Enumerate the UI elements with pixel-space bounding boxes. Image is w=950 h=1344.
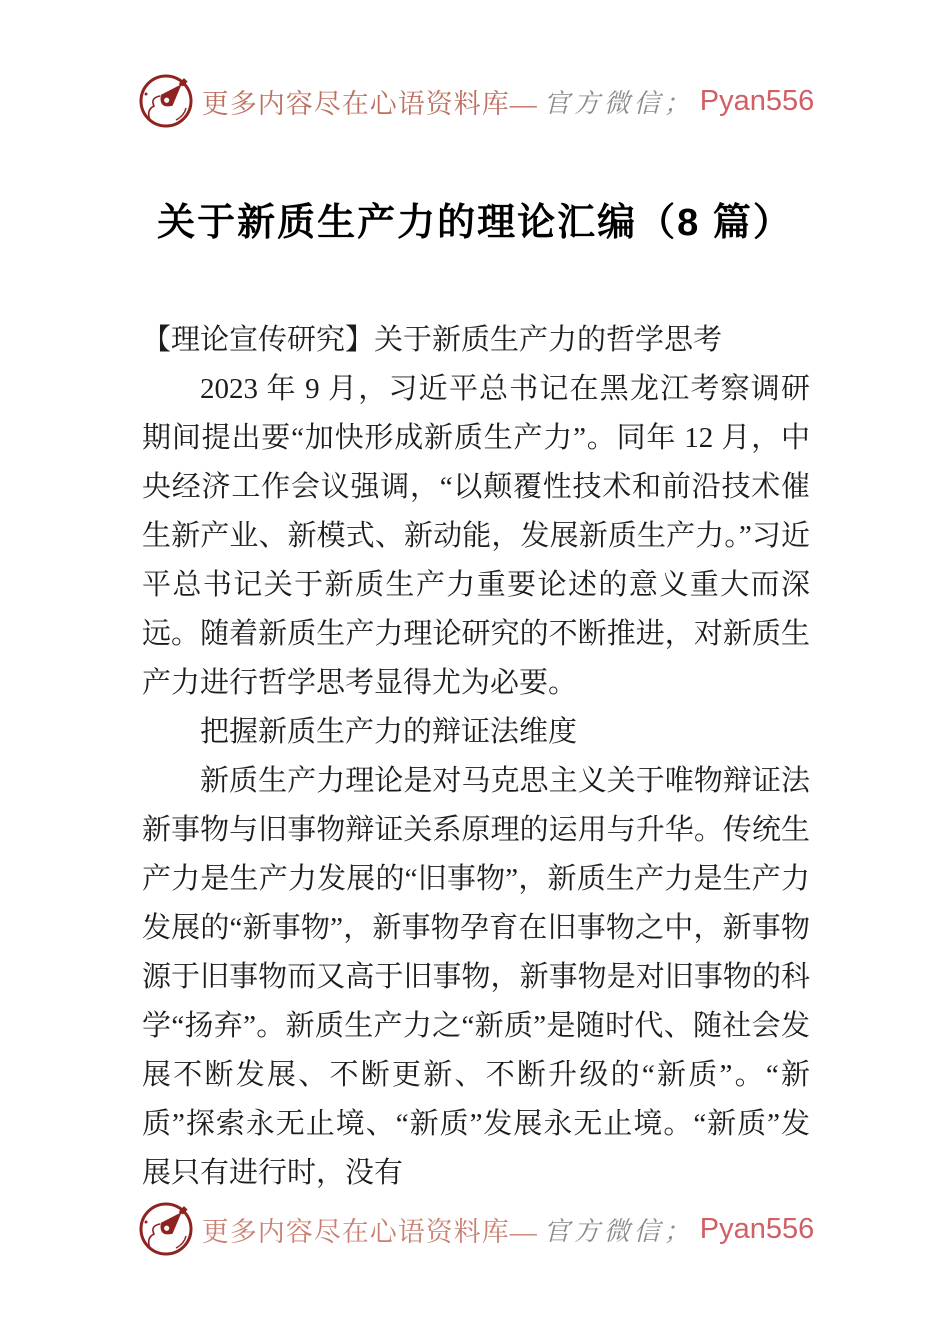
wechat-label: 官方微信；	[543, 88, 694, 118]
document-body	[142, 316, 810, 1198]
wechat-id: Pyan556	[699, 1212, 815, 1245]
brand-text: 更多内容尽在心语资料库—	[201, 1216, 538, 1247]
paragraph: 新质生产力理论是对马克思主义关于唯物辩证法新事物与旧事物辩证关系原理的运用与升华。传统生产力是生产力发展的“旧事物”，新质生产力是生产力发展的“新事物”，新事物孕育在旧事物之中，新事物源于旧事物而又高于旧事物，新事物是对旧事物的科学“扬弃”。新质生产力之“新质”是随时代、随社会发展不断发展、不断更新、不断升级的“新质”。“新质”探索永无止境、“新质”发展永无止境。“新质”发展只有进行时，没有	[142, 765, 810, 1189]
pen-nib-stamp-icon	[136, 70, 196, 132]
page-footer	[0, 1198, 950, 1260]
brand-text: 更多内容尽在心语资料库—	[201, 88, 538, 119]
wechat-id: Pyan556	[699, 84, 815, 117]
paragraph: 【理论宣传研究】关于新质生产力的哲学思考	[142, 324, 723, 356]
page-title: 关于新质生产力的理论汇编（8 篇）	[157, 202, 793, 245]
paragraph: 把握新质生产力的辩证法维度	[200, 716, 578, 748]
pen-nib-stamp-icon	[136, 1198, 196, 1260]
page-header	[0, 70, 950, 132]
paragraph: 2023 年 9 月，习近平总书记在黑龙江考察调研期间提出要“加快形成新质生产力”。同年 12 月，中央经济工作会议强调，“以颠覆性技术和前沿技术催生新产业、新模式、新动能，发展新质生产力。”习近平总书记关于新质生产力重要论述的意义重大而深远。随着新质生产力理论研究的不断推进，对新质生产力进行哲学思考显得尤为必要。	[142, 373, 810, 699]
wechat-label: 官方微信；	[543, 1216, 694, 1246]
